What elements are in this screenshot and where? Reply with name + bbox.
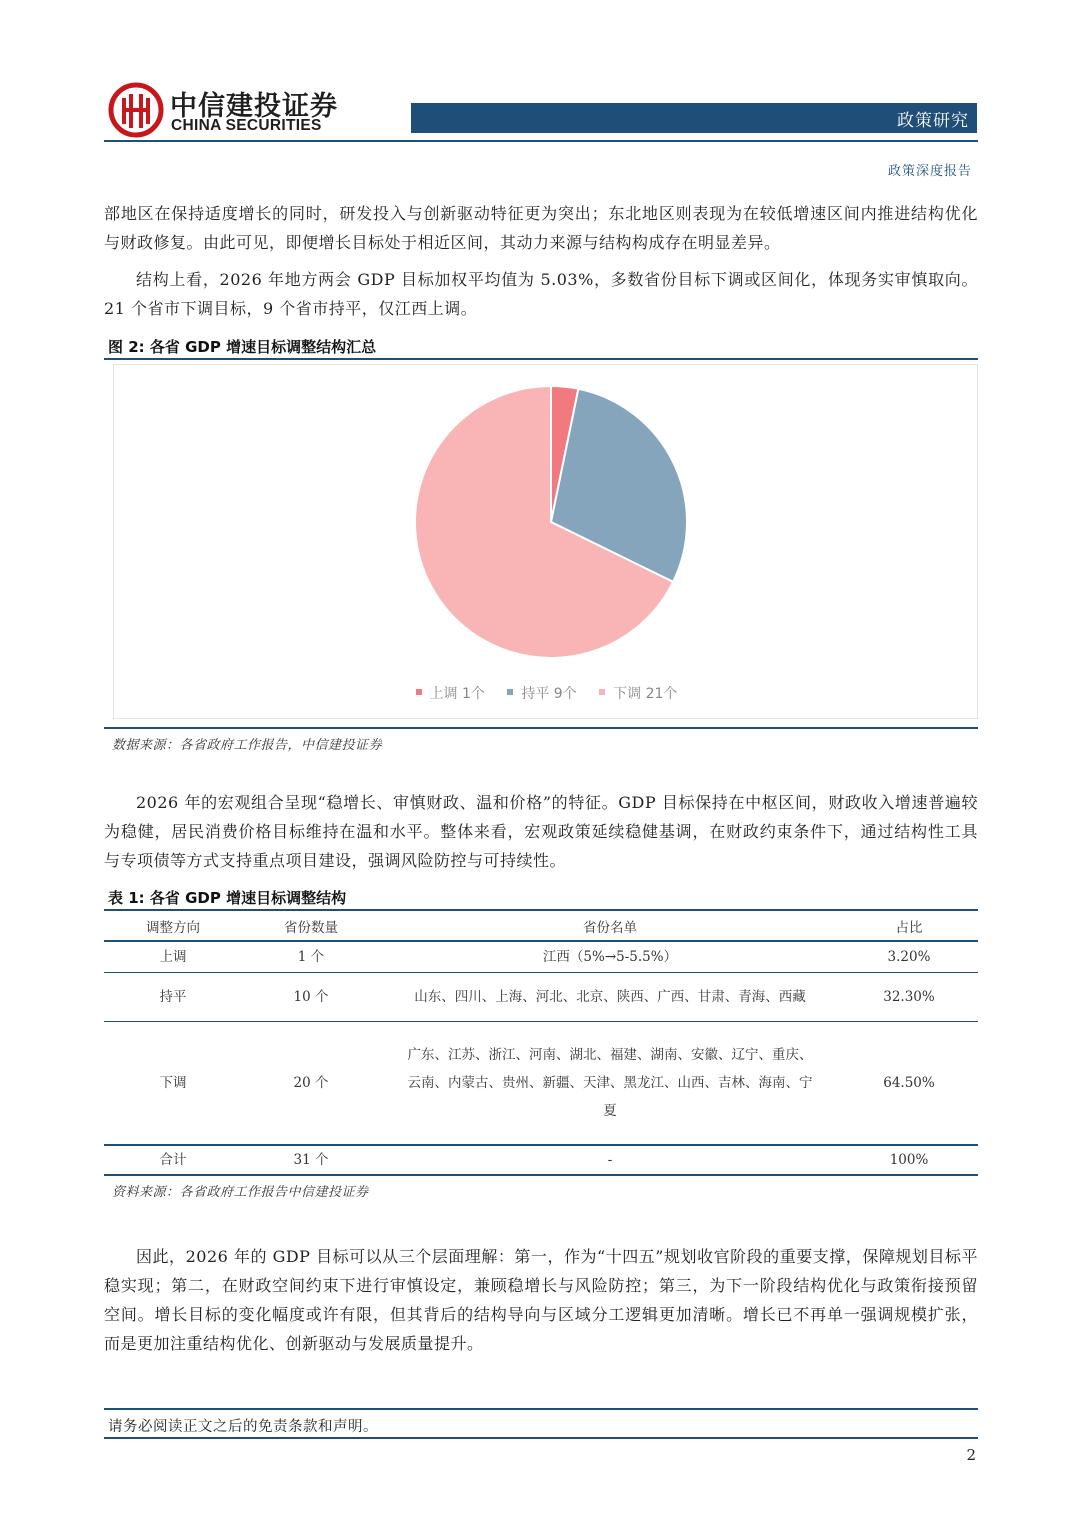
table-row — [104, 1021, 978, 1145]
cell-count: 1 个 — [242, 941, 380, 972]
cell-share: 64.50% — [840, 1021, 978, 1145]
cell-names-line-1: 广东、江苏、浙江、河南、湖北、福建、湖南、安徽、辽宁、重庆、 — [407, 1046, 813, 1063]
page-number: 2 — [966, 1446, 976, 1464]
legend-swatch-flat — [507, 689, 513, 695]
logo-english-name: CHINA SECURITIES — [171, 117, 322, 134]
cell-direction: 上调 — [104, 941, 242, 972]
pie-chart-svg — [114, 365, 979, 675]
paragraph-4: 因此，2026 年的 GDP 目标可以从三个层面理解：第一，作为“十四五”规划收官阶段的重要支撑，保障规划目标平稳实现；第二，在财政空间约束下进行审慎设定，兼顾稳增长与风险防控；第三，为下一阶段结构优化与政策衔接预留空间。增长目标的变化幅度或许有限，但其背后的结构导向与区域分工逻辑更加清晰。增长已不再单一强调规模扩张，而是更加注重结构优化、创新驱动与发展质量提升。 — [104, 1247, 978, 1353]
cell-names: 山东、四川、上海、河北、北京、陕西、广西、甘肃、青海、西藏 — [380, 972, 840, 1021]
page-header — [0, 0, 1080, 179]
table-source: 资料来源：各省政府工作报告中信建投证券 — [112, 1185, 369, 1200]
figure-caption: 图 2: 各省 GDP 增速目标调整结构汇总 — [108, 338, 377, 356]
cell-share: 32.30% — [840, 972, 978, 1021]
cell-direction: 下调 — [104, 1021, 242, 1145]
citic-logo-icon — [108, 82, 164, 138]
gdp-adjustment-table — [104, 909, 978, 1176]
table-header-row — [104, 910, 978, 941]
legend-label-up: 上调 1个 — [429, 686, 485, 702]
section-banner — [411, 103, 977, 133]
header-divider — [104, 140, 978, 142]
cell-names — [380, 1021, 840, 1145]
cell-share: 3.20% — [840, 941, 978, 972]
cell-names: - — [380, 1145, 840, 1175]
cell-count: 10 个 — [242, 972, 380, 1021]
cell-count: 20 个 — [242, 1021, 380, 1145]
chart-legend — [114, 683, 979, 703]
report-type: 政策深度报告 — [887, 164, 972, 179]
disclaimer-note: 请务必阅读正文之后的免责条款和声明。 — [108, 1419, 378, 1435]
figure-top-rule — [104, 358, 978, 360]
table-row — [104, 941, 978, 972]
cell-names: 江西（5%→5-5.5%） — [380, 941, 840, 972]
legend-item-up — [416, 683, 485, 703]
table-row — [104, 1145, 978, 1175]
footer-top-rule — [104, 1408, 978, 1410]
figure-bottom-rule — [104, 727, 978, 729]
logo-chinese-name: 中信建投证券 — [170, 91, 338, 122]
cell-direction: 持平 — [104, 972, 242, 1021]
header-share: 占比 — [840, 910, 978, 941]
legend-label-flat: 持平 9个 — [521, 686, 577, 702]
cell-names-line-2: 云南、内蒙古、贵州、新疆、天津、黑龙江、山西、吉林、海南、宁 — [407, 1074, 813, 1091]
cell-names-line-3: 夏 — [603, 1102, 617, 1119]
legend-swatch-up — [416, 689, 422, 695]
header-direction: 调整方向 — [104, 910, 242, 941]
table-caption: 表 1: 各省 GDP 增速目标调整结构 — [108, 889, 347, 907]
legend-label-down: 下调 21个 — [613, 686, 678, 702]
legend-swatch-down — [599, 689, 605, 695]
paragraph-3: 2026 年的宏观组合呈现“稳增长、审慎财政、温和价格”的特征。GDP 目标保持在中枢区间，财政收入增速普遍较为稳健，居民消费价格目标维持在温和水平。整体来看，宏观政策延续稳健基调，在财政约束条件下，通过结构性工具与专项债等方式支持重点项目建设，强调风险防控与可持续性。 — [104, 793, 978, 870]
table-row — [104, 972, 978, 1021]
pie-chart — [113, 364, 978, 719]
header-names: 省份名单 — [380, 910, 840, 941]
header-count: 省份数量 — [242, 910, 380, 941]
cell-share: 100% — [840, 1145, 978, 1175]
cell-count: 31 个 — [242, 1145, 380, 1175]
footer-bottom-rule — [104, 1437, 978, 1439]
legend-item-down — [599, 683, 677, 703]
company-logo — [108, 82, 348, 142]
legend-item-flat — [507, 683, 576, 703]
paragraph-2: 结构上看，2026 年地方两会 GDP 目标加权平均值为 5.03%，多数省份目标下调或区间化，体现务实审慎取向。21 个省市下调目标，9 个省市持平，仅江西上调。 — [104, 270, 978, 318]
figure-source: 数据来源：各省政府工作报告，中信建投证券 — [112, 738, 383, 753]
section-title: 政策研究 — [897, 111, 969, 131]
paragraph-1: 部地区在保持适度增长的同时，研发投入与创新驱动特征更为突出；东北地区则表现为在较低增速区间内推进结构优化与财政修复。由此可见，即便增长目标处于相近区间，其动力来源与结构构成存在明显差异。 — [104, 204, 978, 252]
cell-direction: 合计 — [104, 1145, 242, 1175]
